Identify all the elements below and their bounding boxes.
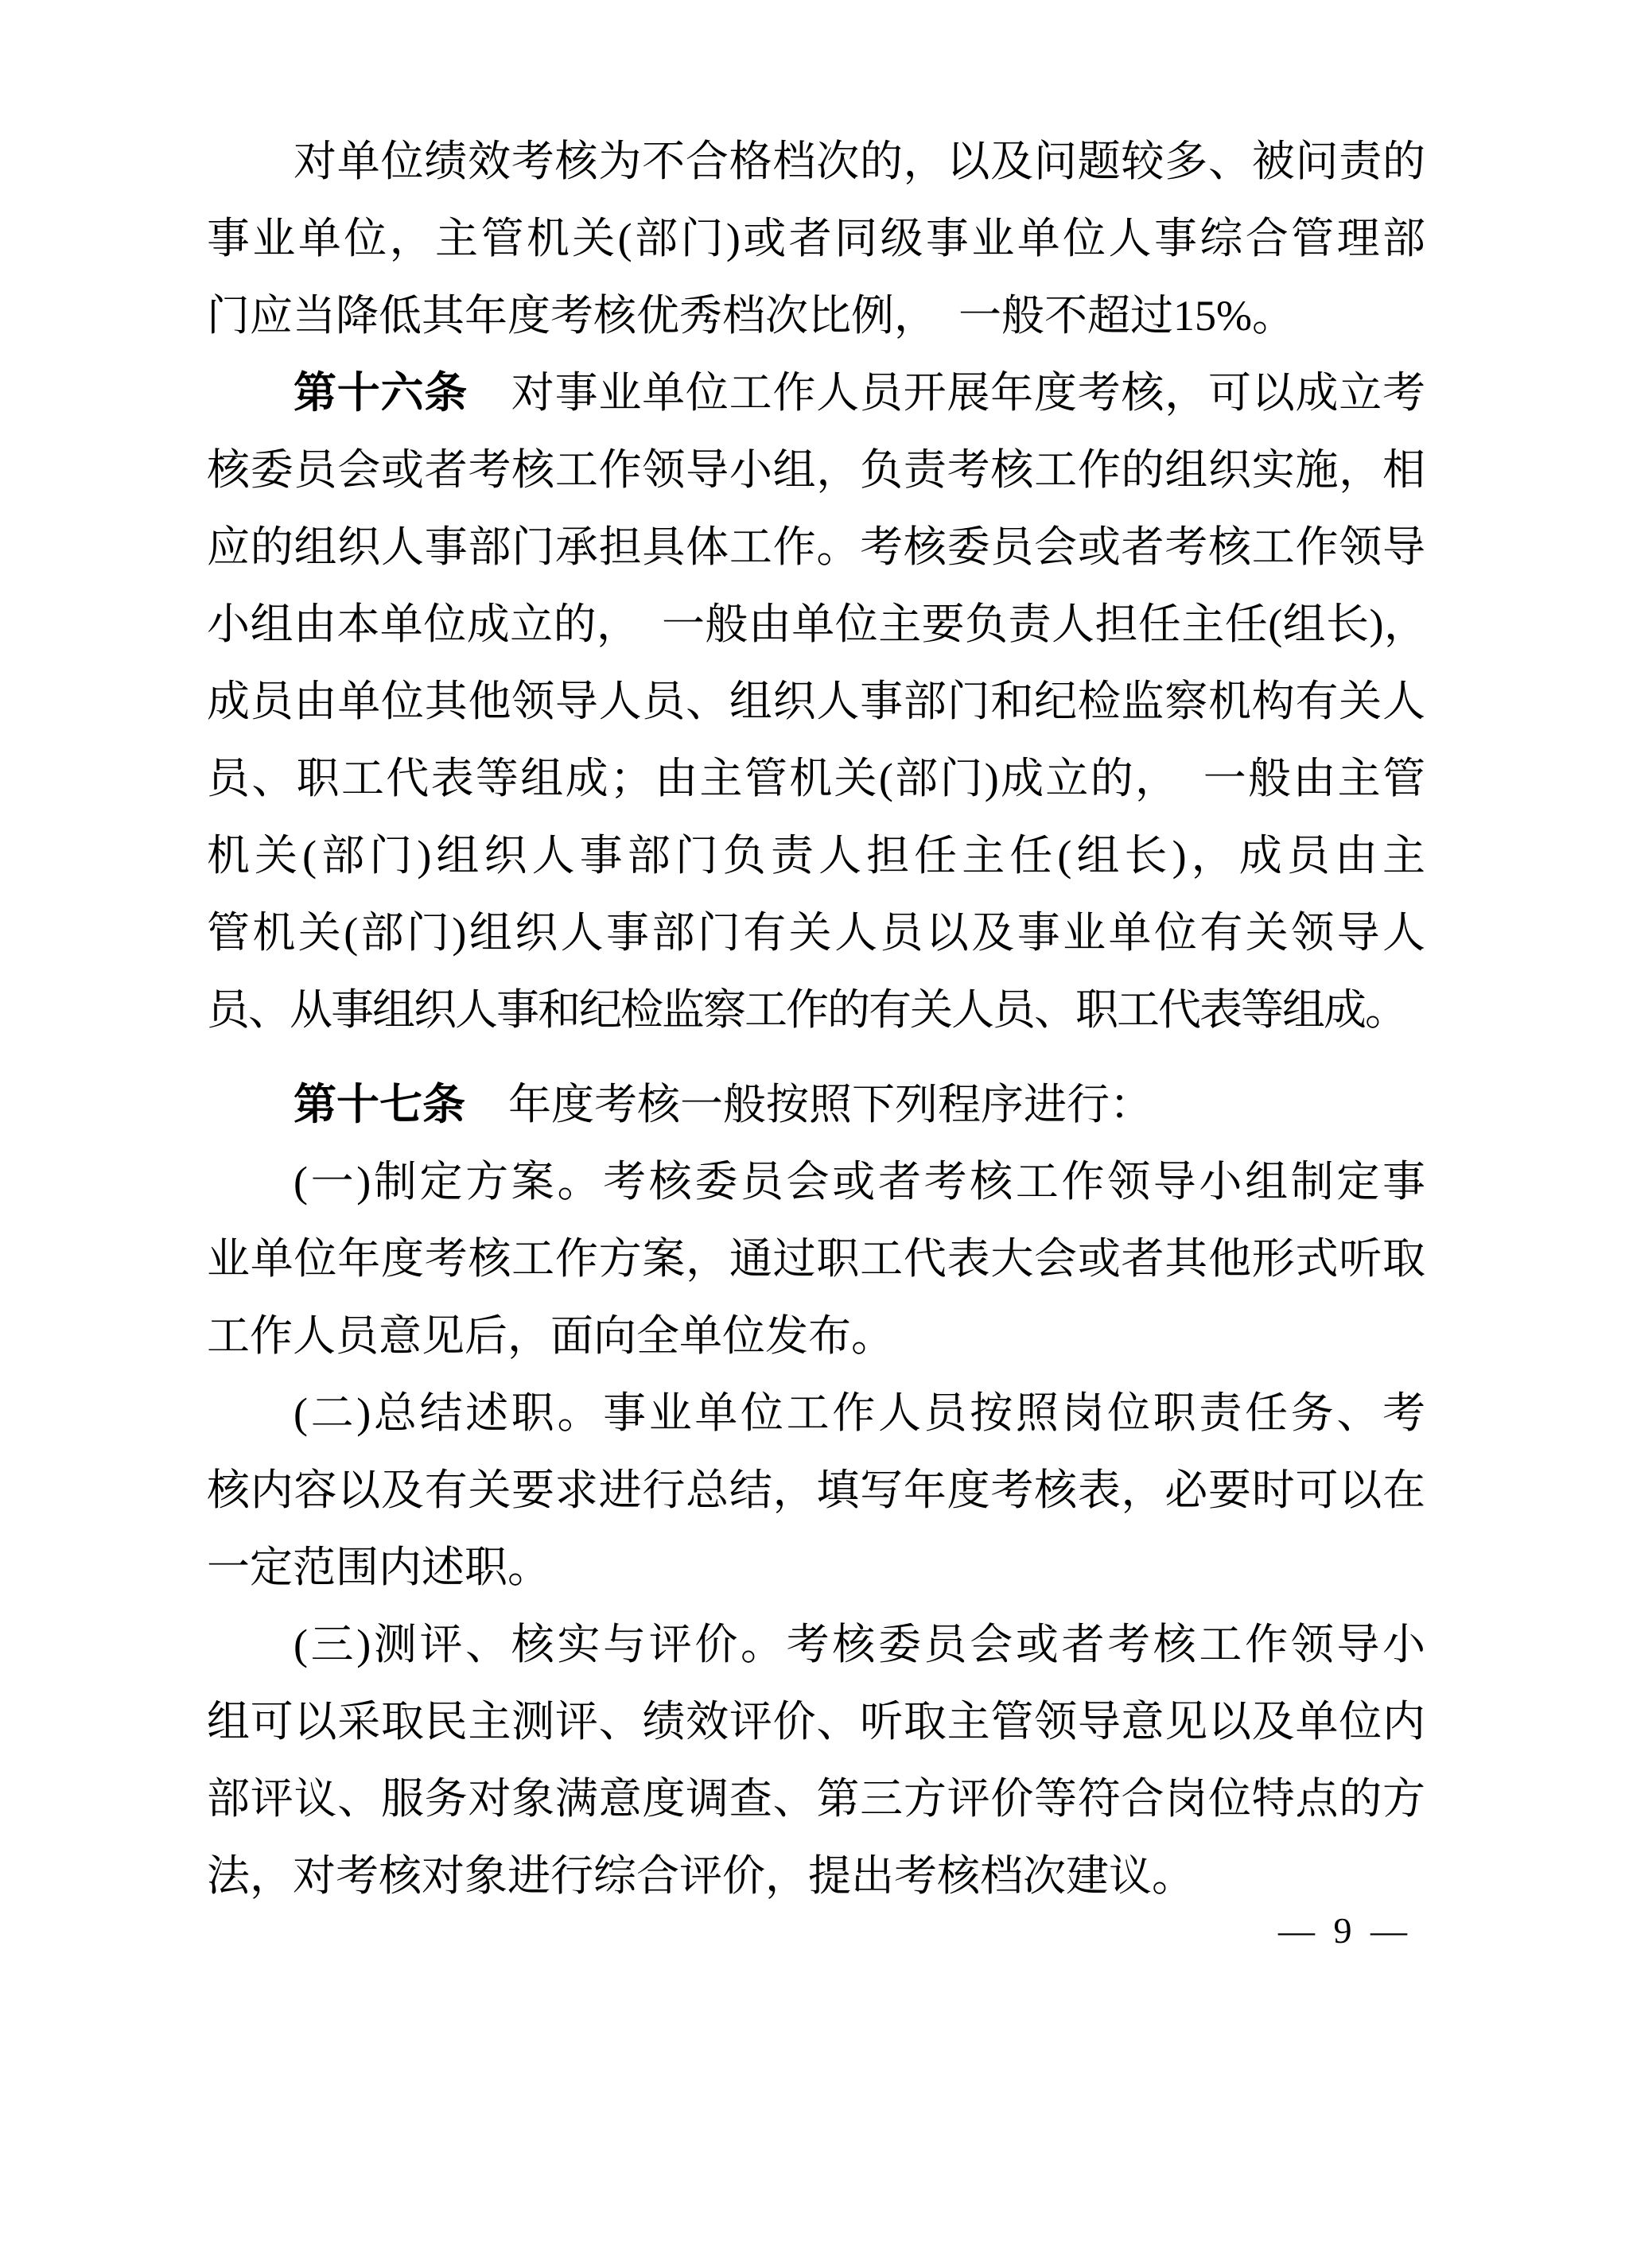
article-number: 第十七条 <box>294 1081 465 1128</box>
para-step-1-plan <box>207 1144 1425 1375</box>
text-line <box>207 1452 1425 1529</box>
text-run: 工作人员意见后，面向全单位发布。 <box>207 1312 894 1360</box>
text-line <box>207 1221 1425 1298</box>
text-run: 应的组织人事部门承担具体工作。考核委员会或者考核工作领导 <box>207 523 1425 571</box>
text-run: 员、从事组织人事和纪检监察工作的有关人员、职工代表等组成。 <box>207 986 1406 1034</box>
document-body <box>207 123 1425 1915</box>
text-run: 员、职工代表等组成；由主管机关(部门)成立的， 一般由主管 <box>207 755 1425 802</box>
text-line <box>207 586 1425 663</box>
text-line <box>207 972 1425 1049</box>
text-line <box>207 200 1425 278</box>
text-line <box>207 1606 1425 1684</box>
text-run: (二)总结述职。事业单位工作人员按照岗位职责任务、考 <box>294 1389 1425 1437</box>
para-step-2-summary <box>207 1375 1425 1606</box>
article-number: 第十六条 <box>294 369 468 417</box>
text-line <box>207 1838 1425 1915</box>
text-run: (一)制定方案。考核委员会或者考核工作领导小组制定事 <box>294 1158 1425 1206</box>
text-line <box>207 509 1425 586</box>
text-run: 核委员会或者考核工作领导小组，负责考核工作的组织实施，相 <box>207 446 1425 494</box>
text-line <box>207 1761 1425 1838</box>
text-line <box>207 278 1425 355</box>
text-run: 小组由本单位成立的， 一般由单位主要负责人担任主任(组长)， <box>207 600 1425 648</box>
text-line <box>207 1144 1425 1221</box>
text-run: 业单位年度考核工作方案，通过职工代表大会或者其他形式听取 <box>207 1235 1425 1283</box>
para-article-17-intro <box>207 1066 1425 1144</box>
text-line <box>207 1066 1425 1144</box>
text-line <box>207 1375 1425 1452</box>
text-run: 管机关(部门)组织人事部门有关人员以及事业单位有关领导人 <box>207 909 1425 957</box>
text-line <box>207 1684 1425 1761</box>
text-line <box>207 432 1425 509</box>
para-performance-downgrade <box>207 123 1425 355</box>
text-run: 门应当降低其年度考核优秀档次比例， 一般不超过15%。 <box>207 292 1295 340</box>
text-run: 事业单位，主管机关(部门)或者同级事业单位人事综合管理部 <box>207 215 1425 262</box>
text-line <box>207 1529 1425 1606</box>
text-line <box>207 817 1425 895</box>
text-run: (三)测评、核实与评价。考核委员会或者考核工作领导小 <box>294 1621 1425 1668</box>
para-article-16 <box>207 355 1425 1049</box>
text-line <box>207 740 1425 817</box>
text-line <box>207 355 1425 432</box>
text-line <box>207 663 1425 740</box>
text-run: 核内容以及有关要求进行总结，填写年度考核表，必要时可以在 <box>207 1466 1425 1514</box>
text-run: 成员由单位其他领导人员、组织人事部门和纪检监察机构有关人 <box>207 678 1425 725</box>
text-run: 机关(部门)组织人事部门负责人担任主任(组长)，成员由主 <box>207 832 1425 880</box>
text-run: 对单位绩效考核为不合格档次的，以及问题较多、被问责的 <box>294 138 1425 185</box>
para-step-3-evaluation <box>207 1606 1425 1915</box>
text-run: 对事业单位工作人员开展年度考核，可以成立考 <box>468 369 1425 417</box>
text-line <box>207 1298 1425 1375</box>
text-line <box>207 895 1425 972</box>
text-run: 组可以采取民主测评、绩效评价、听取主管领导意见以及单位内 <box>207 1698 1425 1746</box>
text-line <box>207 123 1425 200</box>
text-run: 一定范围内述职。 <box>207 1544 550 1591</box>
text-run: 年度考核一般按照下列程序进行： <box>465 1081 1153 1128</box>
text-run: 部评议、服务对象满意度调查、第三方评价等符合岗位特点的方 <box>207 1775 1425 1823</box>
page-number: — 9 — <box>1278 1910 1412 1951</box>
text-run: 法，对考核对象进行综合评价，提出考核档次建议。 <box>207 1852 1195 1900</box>
